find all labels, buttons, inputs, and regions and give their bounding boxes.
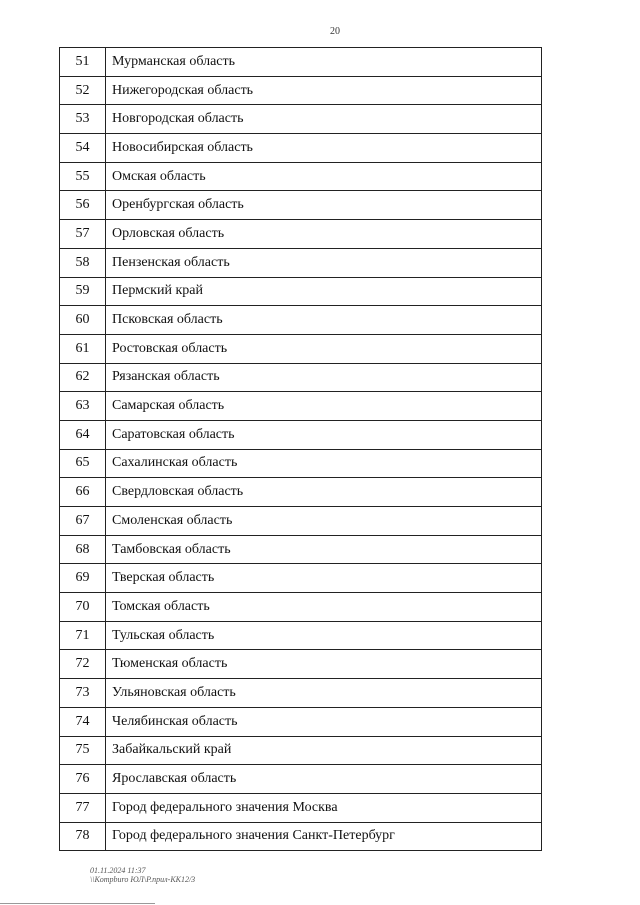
row-number: 53 bbox=[60, 105, 106, 134]
row-number: 74 bbox=[60, 707, 106, 736]
table-row bbox=[60, 822, 542, 851]
row-number: 57 bbox=[60, 220, 106, 249]
row-number: 77 bbox=[60, 793, 106, 822]
row-number: 75 bbox=[60, 736, 106, 765]
table-row bbox=[60, 420, 542, 449]
table-row bbox=[60, 621, 542, 650]
region-name: Город федерального значения Санкт-Петербург bbox=[106, 822, 542, 851]
region-name: Город федерального значения Москва bbox=[106, 793, 542, 822]
row-number: 54 bbox=[60, 134, 106, 163]
region-name: Ульяновская область bbox=[106, 679, 542, 708]
region-name: Ярославская область bbox=[106, 765, 542, 794]
regions-table-body bbox=[60, 48, 542, 851]
region-name: Новосибирская область bbox=[106, 134, 542, 163]
table-row bbox=[60, 76, 542, 105]
region-name: Челябинская область bbox=[106, 707, 542, 736]
table-row bbox=[60, 736, 542, 765]
file-stamp bbox=[90, 866, 195, 884]
region-name: Свердловская область bbox=[106, 478, 542, 507]
table-row bbox=[60, 220, 542, 249]
row-number: 67 bbox=[60, 507, 106, 536]
row-number: 55 bbox=[60, 162, 106, 191]
row-number: 52 bbox=[60, 76, 106, 105]
table-row bbox=[60, 564, 542, 593]
row-number: 71 bbox=[60, 621, 106, 650]
region-name: Псковская область bbox=[106, 306, 542, 335]
table-row bbox=[60, 478, 542, 507]
row-number: 68 bbox=[60, 535, 106, 564]
region-name: Нижегородская область bbox=[106, 76, 542, 105]
table-row bbox=[60, 449, 542, 478]
row-number: 60 bbox=[60, 306, 106, 335]
row-number: 69 bbox=[60, 564, 106, 593]
region-name: Мурманская область bbox=[106, 48, 542, 77]
stamp-path: \\Kompburo ЮЛ\Р.прил-КК12/3 bbox=[90, 875, 196, 884]
row-number: 61 bbox=[60, 334, 106, 363]
table-row bbox=[60, 277, 542, 306]
table-row bbox=[60, 535, 542, 564]
table-row bbox=[60, 105, 542, 134]
row-number: 72 bbox=[60, 650, 106, 679]
table-row bbox=[60, 765, 542, 794]
row-number: 59 bbox=[60, 277, 106, 306]
table-row bbox=[60, 248, 542, 277]
table-row bbox=[60, 162, 542, 191]
region-name: Томская область bbox=[106, 593, 542, 622]
table-row bbox=[60, 593, 542, 622]
region-name: Тамбовская область bbox=[106, 535, 542, 564]
row-number: 58 bbox=[60, 248, 106, 277]
row-number: 56 bbox=[60, 191, 106, 220]
row-number: 64 bbox=[60, 420, 106, 449]
table-row bbox=[60, 392, 542, 421]
region-name: Смоленская область bbox=[106, 507, 542, 536]
table-row bbox=[60, 507, 542, 536]
table-row bbox=[60, 191, 542, 220]
table-row bbox=[60, 134, 542, 163]
region-name: Сахалинская область bbox=[106, 449, 542, 478]
region-name: Рязанская область bbox=[106, 363, 542, 392]
region-name: Тюменская область bbox=[106, 650, 542, 679]
table-row bbox=[60, 363, 542, 392]
row-number: 70 bbox=[60, 593, 106, 622]
table-row bbox=[60, 334, 542, 363]
region-name: Тульская область bbox=[106, 621, 542, 650]
region-name: Самарская область bbox=[106, 392, 542, 421]
region-name: Оренбургская область bbox=[106, 191, 542, 220]
table-row bbox=[60, 650, 542, 679]
row-number: 65 bbox=[60, 449, 106, 478]
region-name: Орловская область bbox=[106, 220, 542, 249]
row-number: 63 bbox=[60, 392, 106, 421]
table-row bbox=[60, 793, 542, 822]
row-number: 73 bbox=[60, 679, 106, 708]
region-name: Забайкальский край bbox=[106, 736, 542, 765]
row-number: 66 bbox=[60, 478, 106, 507]
region-name: Новгородская область bbox=[106, 105, 542, 134]
row-number: 62 bbox=[60, 363, 106, 392]
row-number: 76 bbox=[60, 765, 106, 794]
table-row bbox=[60, 48, 542, 77]
regions-table bbox=[59, 47, 542, 851]
page-number: 20 bbox=[330, 26, 340, 37]
table-row bbox=[60, 679, 542, 708]
region-name: Омская область bbox=[106, 162, 542, 191]
page-bottom-divider bbox=[0, 903, 155, 904]
region-name: Саратовская область bbox=[106, 420, 542, 449]
stamp-date: 01.11.2024 11:37 bbox=[90, 866, 146, 875]
region-name: Пензенская область bbox=[106, 248, 542, 277]
table-row bbox=[60, 707, 542, 736]
row-number: 51 bbox=[60, 48, 106, 77]
region-name: Пермский край bbox=[106, 277, 542, 306]
row-number: 78 bbox=[60, 822, 106, 851]
region-name: Ростовская область bbox=[106, 334, 542, 363]
region-name: Тверская область bbox=[106, 564, 542, 593]
table-row bbox=[60, 306, 542, 335]
